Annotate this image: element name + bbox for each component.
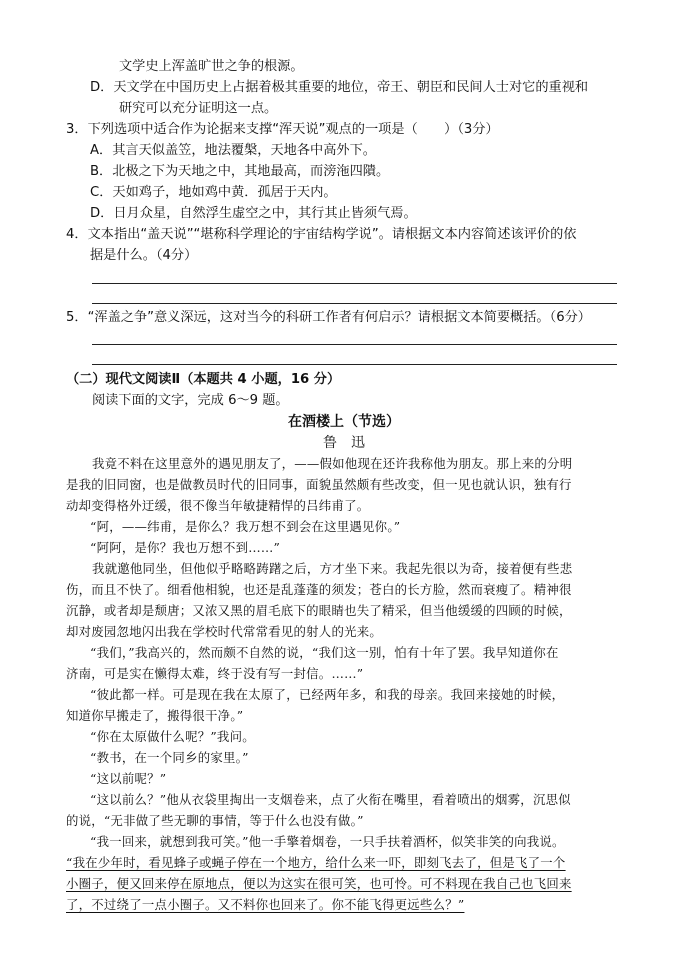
story-p10-line2: 的说，“无非做了些无聊的事情，等于什么也没有做。” — [66, 813, 364, 828]
story-p4-line1: 我就邀他同坐，但他似乎略略踌躇之后，方才坐下来。我起先很以为奇，接着便有些悲 — [92, 561, 573, 576]
q2-option-d-line2: 研究可以充分证明这一点。 — [119, 101, 278, 116]
q3-option-b: B．北极之下为天地之中，其地最高，而滂沲四隤。 — [90, 164, 390, 179]
q5-answer-line-2 — [92, 364, 617, 365]
story-p1-line1: 我竟不料在这里意外的遇见朋友了，——假如他现在还许我称他为朋友。那上来的分明 — [92, 456, 573, 471]
q5-stem: 5．“浑盖之争”意义深远，这对当今的科研工作者有何启示？请根据文本简要概括。（6分） — [66, 310, 591, 325]
story-p4-line3: 沉静，或者却是颓唐；又浓又黑的眉毛底下的眼睛也失了精采，但当他缓缓的四顾的时候， — [66, 603, 572, 618]
story-p5-line2: 济南，可是实在懒得太难，终于没有写一封信。……” — [66, 666, 364, 681]
q4-answer-line-2 — [92, 303, 617, 304]
story-p1-line3: 动却变得格外迂缓，很不像当年敏捷精悍的吕纬甫了。 — [66, 498, 370, 513]
q3-option-d: D．日月众星，自然浮生虚空之中，其行其止皆须气焉。 — [90, 206, 417, 221]
q3-option-c: C．天如鸡子，地如鸡中黄．孤居于天内。 — [90, 185, 337, 200]
section2-heading: （二）现代文阅读Ⅱ（本题共 4 小题，16 分） — [66, 372, 341, 387]
story-p9: “这以前呢？” — [90, 771, 167, 786]
story-p6-line1: “彼此都一样。可是现在我在太原了，已经两年多，和我的母亲。我回来接她的时候， — [90, 687, 565, 702]
story-author: 鲁 迅 — [323, 435, 365, 451]
q2-option-d-line1: D．天文学在中国历史上占据着极其重要的地位，帝王、朝臣和民间人士对它的重视和 — [90, 80, 589, 95]
q3-option-a: A．其言天似盖笠，地法覆槃，天地各中高外下。 — [90, 143, 376, 158]
story-p7: “你在太原做什么呢？”我问。 — [90, 729, 255, 744]
q3-stem: 3．下列选项中适合作为论据来支撑“浑天说”观点的一项是（ ）（3分） — [66, 122, 499, 137]
q2-option-c-continuation: 文学史上浑盖旷世之争的根源。 — [119, 59, 304, 74]
q4-answer-line-1 — [92, 283, 617, 284]
q4-stem-line2: 据是什么。（4分） — [90, 248, 198, 263]
q4-stem-line1: 4．文本指出“盖天说”“堪称科学理论的宇宙结构学说”。请根据文本内容简述该评价的依 — [66, 227, 577, 242]
story-p12-line1-underlined: “我在少年时，看见蜂子或蝇子停在一个地方，给什么来一吓，即刻飞去了，但是飞了一个 — [66, 855, 566, 870]
story-p11: “我一回来，就想到我可笑。”他一手擎着烟卷，一只手扶着酒杯，似笑非笑的向我说。 — [90, 834, 565, 849]
story-p12-line3-underlined: 了，不过绕了一点小圈子。又不料你也回来了。你不能飞得更远些么？” — [66, 897, 465, 912]
story-p4-line4: 却对废园忽地闪出我在学校时代常常看见的射人的光来。 — [66, 624, 383, 639]
story-p6-line2: 知道你早搬走了，搬得很干净。” — [66, 708, 244, 723]
story-p10-line1: “这以前么？”他从衣袋里掏出一支烟卷来，点了火衔在嘴里，看着喷出的烟雾，沉思似 — [90, 792, 571, 807]
section2-instruction: 阅读下面的文字，完成 6～9 题。 — [92, 393, 289, 408]
story-p1-line2: 是我的旧同窗，也是做教员时代的旧同事，面貌虽然颇有些改变，但一见也就认识，独有行 — [66, 477, 572, 492]
story-p5-line1: “我们，”我高兴的，然而颇不自然的说，“我们这一别，怕有十年了罢。我早知道你在 — [90, 645, 559, 660]
story-p3: “阿阿，是你？我也万想不到……” — [90, 540, 281, 555]
story-p12-line2-underlined: 小圈子，便又回来停在原地点，便以为这实在很可笑，也可怜。可不料现在我自己也飞回来 — [66, 876, 572, 891]
story-p8: “教书，在一个同乡的家里。” — [90, 750, 249, 765]
story-p2: “阿，——纬甫，是你么？我万想不到会在这里遇见你。” — [90, 519, 401, 534]
story-title: 在酒楼上（节选） — [288, 414, 400, 430]
q5-answer-line-1 — [92, 344, 617, 345]
story-p4-line2: 伤，而且不快了。细看他相貌，也还是乱蓬蓬的须发；苍白的长方脸，然而衰瘦了。精神很 — [66, 582, 572, 597]
